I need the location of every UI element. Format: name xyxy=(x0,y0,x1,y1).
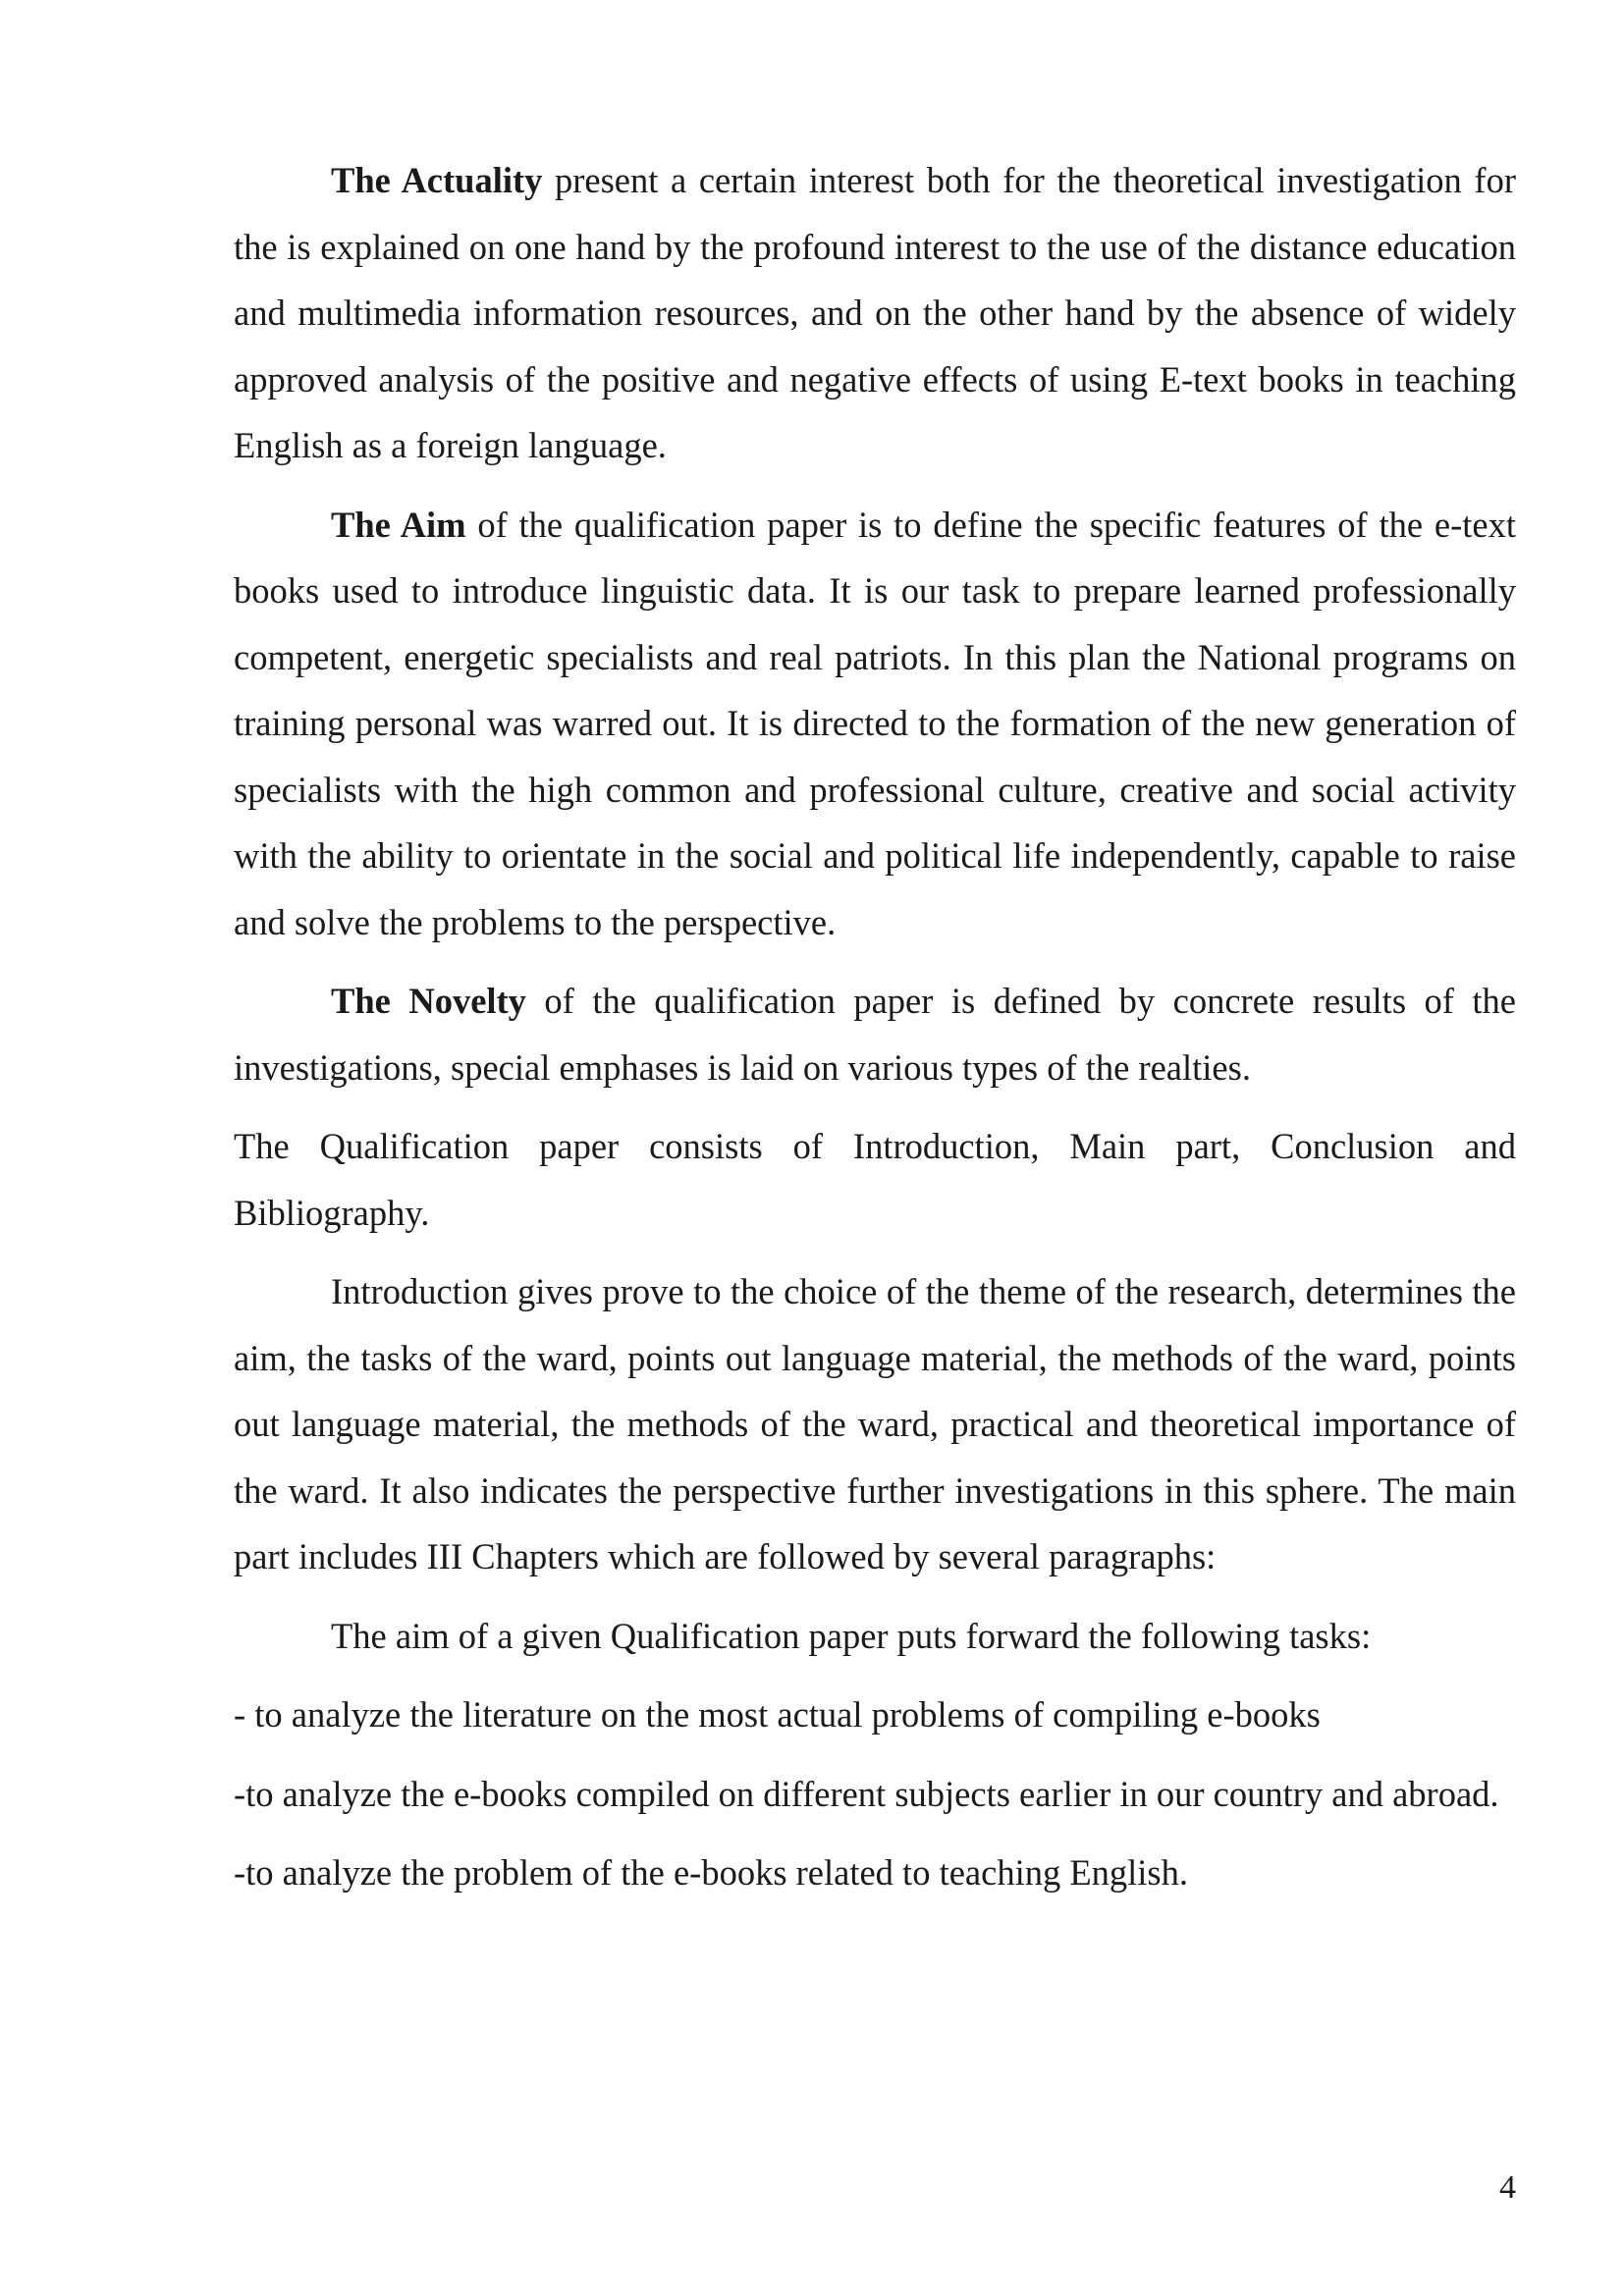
aim-paragraph xyxy=(234,492,1516,956)
introduction-paragraph: Introduction gives prove to the choice of the theme of the research, determines the aim, the tasks of the ward, points out language material, the methods of the ward, points out language material, the methods of the ward, practical and theoretical importance of the ward. It also indicates the perspective further investigations in this sphere. The main part includes III Chapters which are followed by several paragraphs: xyxy=(234,1271,1516,1576)
task-item: -to analyze the e-books compiled on different subjects earlier in our country and abroad. xyxy=(234,1773,1499,1814)
structure-paragraph: The Qualification paper consists of Introduction, Main part, Conclusion and Bibliography. xyxy=(234,1126,1516,1233)
actuality-paragraph xyxy=(234,147,1516,479)
task-item: -to analyze the problem of the e-books related to teaching English. xyxy=(234,1852,1188,1893)
novelty-paragraph xyxy=(234,968,1516,1100)
actuality-heading: The Actuality xyxy=(331,160,543,200)
aim-heading: The Aim xyxy=(331,504,466,545)
task-item: - to analyze the literature on the most actual problems of compiling e-books xyxy=(234,1694,1321,1735)
aim-text: of the qualification paper is to define the specific features of the e-text books used to introduce linguistic data. It is our task to prepare learned professionally competent, energetic specialists and real patriots. In this plan the National programs on training personal was warred out. It is directed to the formation of the new generation of specialists with the high common and professional culture, creative and social activity with the ability to orientate in the social and political life independently, capable to raise and solve the problems to the perspective. xyxy=(234,504,1516,942)
tasks-intro-paragraph: The aim of a given Qualification paper puts forward the following tasks: xyxy=(331,1615,1372,1656)
page-number: 4 xyxy=(1499,2169,1516,2206)
novelty-text: of the qualification paper is defined by concrete results of the investigations, special emphases is laid on various types of the realties. xyxy=(234,981,1516,1088)
document-body xyxy=(234,147,1516,1919)
actuality-text: present a certain interest both for the theoretical investigation for the is explained on one hand by the profound interest to the use of the distance education and multimedia information resources, and on the other hand by the absence of widely approved analysis of the positive and negative effects of using E-text books in teaching English as a foreign language. xyxy=(234,160,1516,465)
novelty-heading: The Novelty xyxy=(331,981,526,1021)
